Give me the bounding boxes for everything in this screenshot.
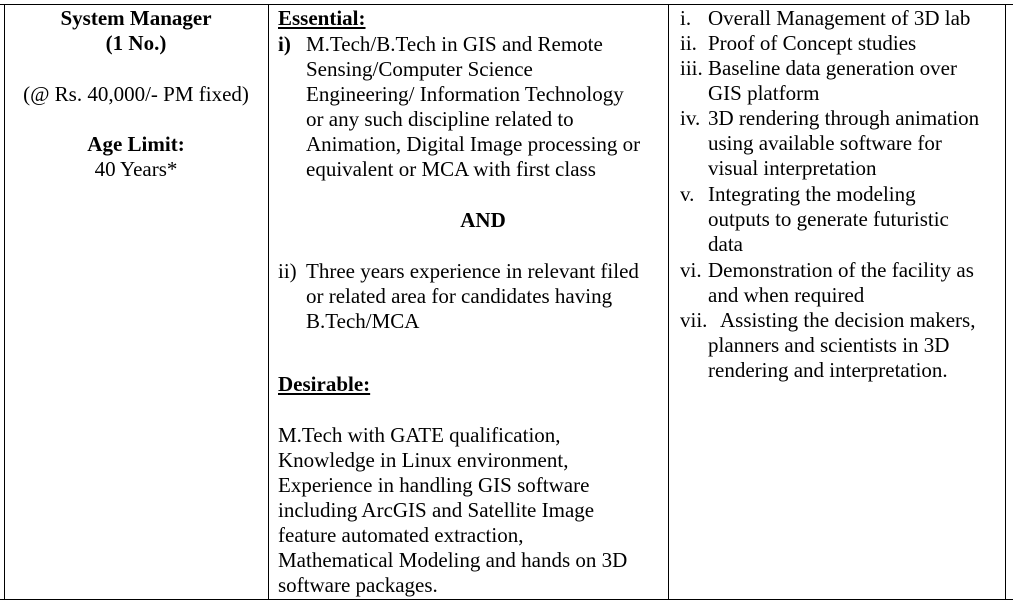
essential-heading: Essential: (278, 6, 366, 30)
duty-marker: ii. (680, 31, 697, 55)
desirable-line: Mathematical Modeling and hands on 3D (278, 548, 628, 572)
desirable-line: Knowledge in Linux environment, (278, 448, 569, 472)
table-right-border (1005, 4, 1006, 600)
post-count: (1 No.) (105, 31, 167, 55)
essential-item-1-line: Sensing/Computer Science (306, 57, 533, 81)
desirable-line: feature automated extraction, (278, 523, 524, 547)
duty-line: Demonstration of the facility as (708, 258, 974, 282)
duty-line: Overall Management of 3D lab (708, 6, 971, 30)
duty-line: Assisting the decision makers, (720, 308, 976, 332)
duty-marker: iv. (680, 106, 701, 130)
desirable-line: Experience in handling GIS software (278, 473, 590, 497)
duty-line: using available software for (708, 131, 942, 155)
age-limit-label: Age Limit: (87, 132, 185, 156)
essential-item-2-line: or related area for candidates having (306, 284, 613, 308)
essential-item-1-line: Animation, Digital Image processing or (306, 132, 641, 156)
essential-item-2-line: Three years experience in relevant filed (306, 259, 639, 283)
essential-item-2-line: B.Tech/MCA (306, 309, 420, 333)
duty-line: and when required (708, 283, 865, 307)
desirable-line: software packages. (278, 573, 438, 597)
table-top-border (0, 4, 1013, 5)
column-divider-1 (268, 4, 269, 600)
duty-line: visual interpretation (708, 156, 877, 180)
duty-marker: vi. (680, 258, 702, 282)
essential-item-1-line: equivalent or MCA with first class (306, 157, 596, 181)
age-limit-value: 40 Years* (94, 157, 178, 181)
duty-marker: i. (680, 6, 692, 30)
essential-item-1-line: M.Tech/B.Tech in GIS and Remote (306, 32, 603, 56)
duty-line: planners and scientists in 3D (708, 333, 950, 357)
duty-line: Proof of Concept studies (708, 31, 917, 55)
essential-item-2-marker: ii) (278, 259, 297, 283)
duty-marker: vii. (680, 308, 708, 332)
post-title: System Manager (60, 6, 212, 30)
duty-line: rendering and interpretation. (708, 358, 948, 382)
essential-item-1-line: Engineering/ Information Technology (306, 82, 624, 106)
desirable-heading: Desirable: (278, 372, 371, 396)
duty-line: 3D rendering through animation (708, 106, 980, 130)
essential-item-1-marker: i) (278, 32, 291, 56)
and-connector: AND (460, 208, 506, 232)
duty-line: outputs to generate futuristic (708, 207, 949, 231)
duty-marker: v. (680, 182, 695, 206)
desirable-line: M.Tech with GATE qualification, (278, 423, 561, 447)
post-salary: (@ Rs. 40,000/- PM fixed) (23, 82, 249, 106)
table-bottom-border (0, 599, 1013, 600)
column-divider-2 (668, 4, 669, 600)
desirable-line: including ArcGIS and Satellite Image (278, 498, 595, 522)
duty-line: data (708, 232, 743, 256)
essential-item-1-line: or any such discipline related to (306, 107, 574, 131)
duty-marker: iii. (680, 56, 703, 80)
duty-line: Integrating the modeling (708, 182, 916, 206)
duty-line: Baseline data generation over (708, 56, 957, 80)
duty-line: GIS platform (708, 81, 820, 105)
